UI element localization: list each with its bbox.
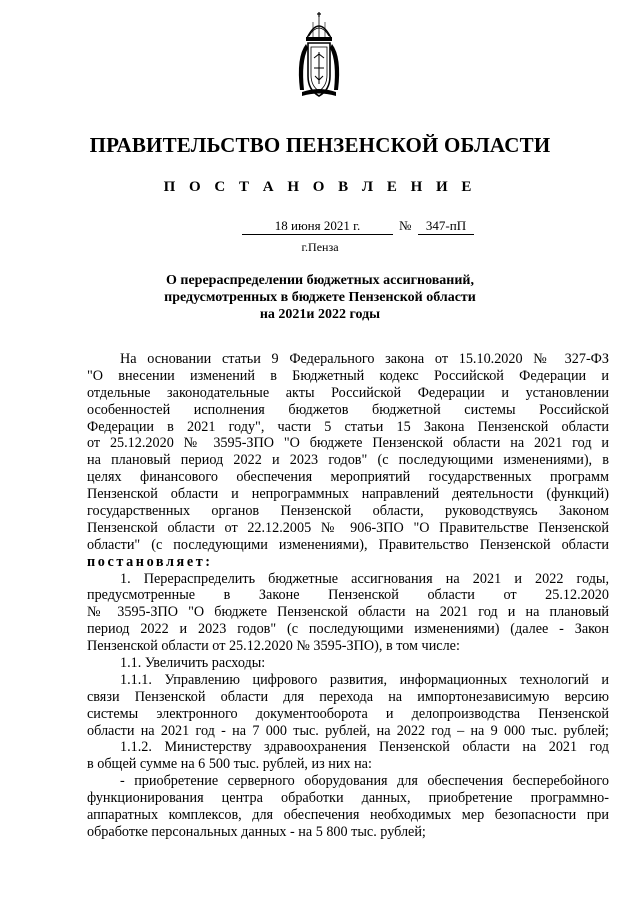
body-line: от 25.12.2020 № 3595-ЗПО "О бюджете Пензенской области на 2021 год и — [87, 435, 609, 452]
document-type: П О С Т А Н О В Л Е Н И Е — [163, 179, 477, 195]
body-line: целях финансового обеспечения мероприятий государственных программ — [87, 469, 609, 486]
body-line: особенностей исполнения бюджетов бюджетной системы Российской — [87, 401, 609, 418]
document-title — [0, 272, 640, 323]
body-line: связи Пензенской области для перехода на импортонезависимую версию — [87, 688, 609, 705]
body-line: государственных органов Пензенской области, руководствуясь Законом — [87, 503, 609, 520]
body-line: 1.1.2. Министерству здравоохранения Пензенской области на 2021 год — [120, 739, 609, 756]
body-line: предусмотренные в Законе Пензенской области от 25.12.2020 — [87, 587, 609, 604]
title-line: предусмотренных в бюджете Пензенской области — [164, 290, 476, 305]
document-body — [87, 351, 609, 841]
resolve-word: постановляет: — [87, 553, 213, 570]
body-line: 1.1.1. Управлению цифрового развития, информационных технологий и — [120, 671, 609, 688]
title-line: О перераспределении бюджетных ассигнований, — [166, 273, 474, 288]
government-title: ПРАВИТЕЛЬСТВО ПЕНЗЕНСКОЙ ОБЛАСТИ — [89, 133, 551, 157]
body-line: Пензенской области от 22.12.2005 № 906-ЗПО "О Правительстве Пензенской — [87, 519, 609, 536]
body-line: области" (с последующими изменениями), Правительство Пензенской области — [87, 536, 609, 553]
body-line: № 3595-ЗПО "О бюджете Пензенской области на 2021 год и на плановый — [87, 604, 609, 621]
body-line: Федерации в 2021 году", части 5 статьи 15 Закона Пензенской области — [87, 418, 609, 435]
body-line: функционирования центра обработки данных, приобретение программно- — [87, 790, 609, 807]
date-number-line — [0, 218, 640, 236]
body-line: 1. Перераспределить бюджетные ассигнования на 2021 и 2022 годы, — [120, 570, 609, 587]
body-line: - приобретение серверного оборудования для обеспечения бесперебойного — [120, 773, 609, 790]
body-line: на плановый период 2022 и 2023 годов" (с последующими изменениями), в — [87, 452, 609, 469]
body-line: период 2022 и 2023 годов" (с последующими изменениями) (далее - Закон — [87, 621, 609, 638]
body-line: в общей сумме на 6 500 тыс. рублей, из них на: — [87, 756, 372, 773]
body-line: Пензенской области от 25.12.2020 № 3595-ЗПО), в том числе: — [87, 638, 460, 655]
body-line: системы электронного документооборота и делопроизводства Пензенской — [87, 705, 609, 722]
body-line: аппаратных комплексов, для обеспечения необходимых мер безопасности при — [87, 807, 609, 824]
body-line: 1.1. Увеличить расходы: — [120, 655, 266, 672]
body-line: области на 2021 год - на 7 000 тыс. рублей, на 2022 год – на 9 000 тыс. рублей; — [87, 722, 609, 739]
body-line: "О внесении изменений в Бюджетный кодекс Российской Федерации и — [87, 367, 609, 384]
body-line: Пензенской области и непрограммных направлений деятельности (функций) — [87, 486, 609, 503]
document-number: 347-пП — [418, 218, 474, 235]
city: г.Пенза — [301, 240, 339, 254]
body-line: обработке персональных данных - на 5 800 тыс. рублей; — [87, 823, 426, 840]
coat-of-arms-emblem — [294, 12, 344, 98]
document-date: 18 июня 2021 г. — [242, 218, 393, 235]
body-line: На основании статьи 9 Федерального закона от 15.10.2020 № 327-ФЗ — [120, 351, 609, 367]
body-line: отдельные законодательные акты Российской Федерации и установлении — [87, 384, 609, 401]
number-sign: № — [399, 218, 412, 233]
title-line: на 2021и 2022 годы — [259, 307, 381, 322]
